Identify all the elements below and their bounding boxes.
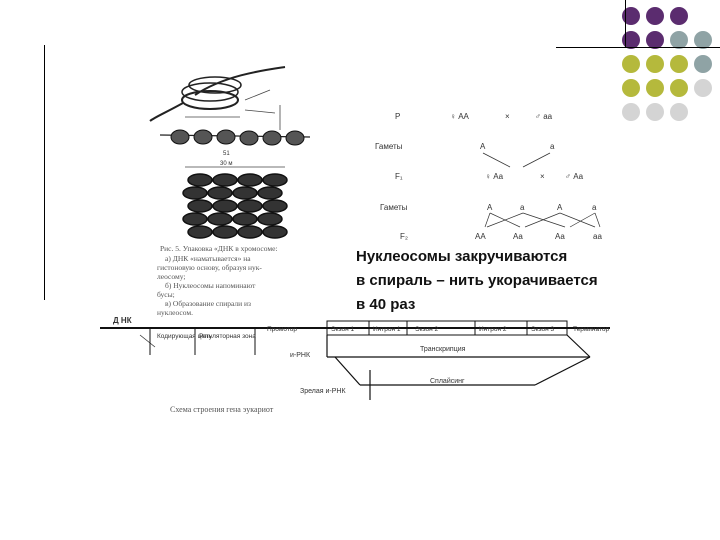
caption-line-a3: леосому; (157, 272, 186, 281)
caption-line-a2: гистоновую основу, образуя нук- (157, 263, 262, 272)
decorative-dot (670, 103, 688, 121)
cross-g2-2: а (520, 203, 525, 212)
gene-scheme-caption: Схема строения гена эукариот (170, 405, 274, 414)
cross-g2-4: а (592, 203, 597, 212)
dna-label: Д НК (113, 316, 132, 325)
mature-mrna-label: Зрелая и-РНК (300, 388, 346, 395)
gene-box-terminator: Терминатор (573, 326, 610, 333)
decorative-dot (670, 7, 688, 25)
cross-p-female: ♀ АА (450, 112, 469, 121)
cross-f1-female: ♀ Аа (485, 172, 504, 181)
gene-box-intron-2: Интрон 2 (479, 326, 507, 333)
decorative-dot (646, 7, 664, 25)
cross-f1-male: ♂ Аа (565, 172, 584, 181)
cross-p-male: ♂ аа (535, 112, 553, 121)
gene-box-exon-1: Экзон 1 (331, 326, 355, 333)
cross-p-x: × (505, 112, 510, 121)
cross-p-label: P (395, 112, 401, 121)
decorative-dot (694, 55, 712, 73)
scanned-biology-figure (95, 55, 615, 420)
cross-g2-1: А (487, 203, 493, 212)
decorative-dot (670, 79, 688, 97)
nucleosome-beads (160, 130, 310, 145)
nucleosome-illustration (150, 67, 310, 317)
overlay-line-3: в 40 раз (356, 294, 417, 316)
cross-f2-label: F₂ (400, 232, 408, 241)
decorative-dot (622, 103, 640, 121)
transcription-label: Транскрипция (420, 346, 466, 353)
nucleosome-caption (157, 244, 278, 317)
genetic-cross-scheme (375, 112, 602, 241)
cross-f2-1: АА (475, 232, 486, 241)
decorative-dot (646, 55, 664, 73)
cross-g1-b: а (550, 142, 555, 151)
decorative-dot (622, 55, 640, 73)
cross-g2-3: А (557, 203, 563, 212)
gene-box-coding-strand: Кодирующая цепь (157, 333, 212, 340)
gene-box-intron-1: Интрон 1 (373, 326, 401, 333)
overlay-line-1: Нуклеосомы закручиваются (356, 246, 569, 268)
cross-f1-x: × (540, 172, 545, 181)
caption-line-b: б) Нуклеосомы напоминают (165, 281, 256, 290)
cross-f1-label: F₁ (395, 172, 403, 181)
cross-f2-3: Аа (555, 232, 565, 241)
cross-f2-2: Аа (513, 232, 523, 241)
solenoid-coil (183, 174, 287, 238)
scale-label-2: 30 м (220, 161, 233, 167)
gene-box-promoter: Промотор (267, 326, 297, 333)
splicing-label: Сплайсинг (430, 378, 465, 385)
decorative-dot (694, 79, 712, 97)
cross-g1-a: А (480, 142, 486, 151)
cross-gametes2-label: Гаметы (380, 203, 408, 212)
decorative-dot (646, 103, 664, 121)
caption-line-a: а) ДНК «наматывается» на (165, 254, 251, 263)
caption-line-c2: нуклеосом. (157, 308, 193, 317)
caption-title: Рис. 5. Упаковка «ДНК в хромосоме: (160, 244, 278, 253)
caption-line-c: в) Образование спирали из (165, 299, 252, 308)
decorative-vertical-line (625, 0, 626, 48)
decorative-horizontal-line (556, 47, 720, 48)
decorative-dot (670, 55, 688, 73)
gene-box-exon-2: Экзон 2 (415, 326, 439, 333)
overlay-line-2: в спираль – нить укорачивается (356, 270, 600, 292)
caption-line-b2: бусы; (157, 290, 175, 299)
decorative-dot (646, 79, 664, 97)
gene-box-regulatory-zone: Регуляторная зона (199, 333, 256, 340)
cross-gametes1-label: Гаметы (375, 142, 403, 151)
decorative-dot (622, 79, 640, 97)
left-margin-line (44, 45, 45, 300)
gene-structure-scheme (100, 316, 610, 414)
scale-label-1: 51 (223, 151, 230, 157)
mrna-label: и-РНК (290, 352, 311, 359)
decorative-dot-grid (604, 0, 720, 145)
gene-box-exon-3: Экзон 3 (531, 326, 555, 333)
cross-f2-4: аа (593, 232, 602, 241)
